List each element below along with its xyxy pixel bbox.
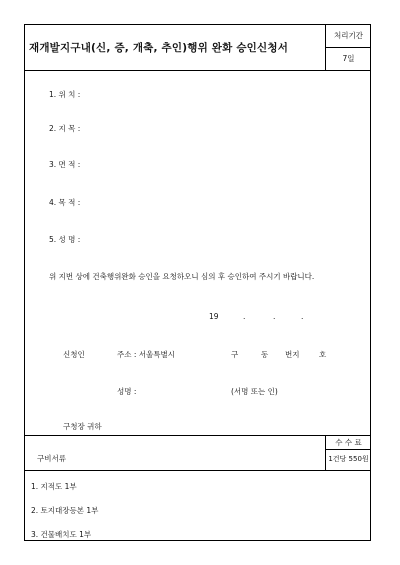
recipient: 구청장 귀하 xyxy=(63,422,102,431)
signature-seal: (서명 또는 인) xyxy=(231,387,278,396)
document-item: 3. 건물배치도 1부 xyxy=(31,530,92,539)
processing-period-box xyxy=(325,25,371,70)
document-item: 2. 토지대장등본 1부 xyxy=(31,506,99,515)
required-documents-section xyxy=(25,435,370,541)
address-gu: 구 xyxy=(231,350,239,359)
divider xyxy=(25,470,325,471)
applicant-name-label: 성명 : xyxy=(117,387,137,396)
date-separator: . xyxy=(301,312,304,321)
address-dong: 동 xyxy=(261,350,269,359)
processing-period-label: 처리기간 xyxy=(326,25,371,48)
processing-period-value: 7일 xyxy=(342,54,355,63)
fee-label: 수 수 료 xyxy=(326,436,371,450)
date-separator: . xyxy=(273,312,276,321)
request-statement: 위 지번 상에 건축행위완화 승인을 요청하오니 심의 후 승인하여 주시기 바랍니다. xyxy=(49,272,315,281)
applicant-address: 주소 : 서울특별시 xyxy=(117,350,176,359)
form-title: 재개발지구내(신, 증, 개축, 추인)행위 완화 승인신청서 xyxy=(29,42,289,54)
date-year: 19 xyxy=(209,312,219,321)
field-name: 5. 성 명 : xyxy=(49,235,81,244)
document-item: 1. 지적도 1부 xyxy=(31,482,77,491)
application-form xyxy=(24,24,371,541)
form-header xyxy=(25,25,370,71)
fee-value: 1건당 550원 xyxy=(328,455,369,463)
field-location: 1. 위 치 : xyxy=(49,90,81,99)
address-bunji: 번지 xyxy=(285,350,300,359)
applicant-label: 신청인 xyxy=(63,350,85,359)
address-ho: 호 xyxy=(319,350,327,359)
fee-box xyxy=(325,436,371,471)
field-land-category: 2. 지 목 : xyxy=(49,124,81,133)
field-area: 3. 면 적 : xyxy=(49,160,81,169)
field-purpose: 4. 목 적 : xyxy=(49,198,81,207)
date-separator: . xyxy=(243,312,246,321)
required-documents-title: 구비서류 xyxy=(37,454,66,463)
